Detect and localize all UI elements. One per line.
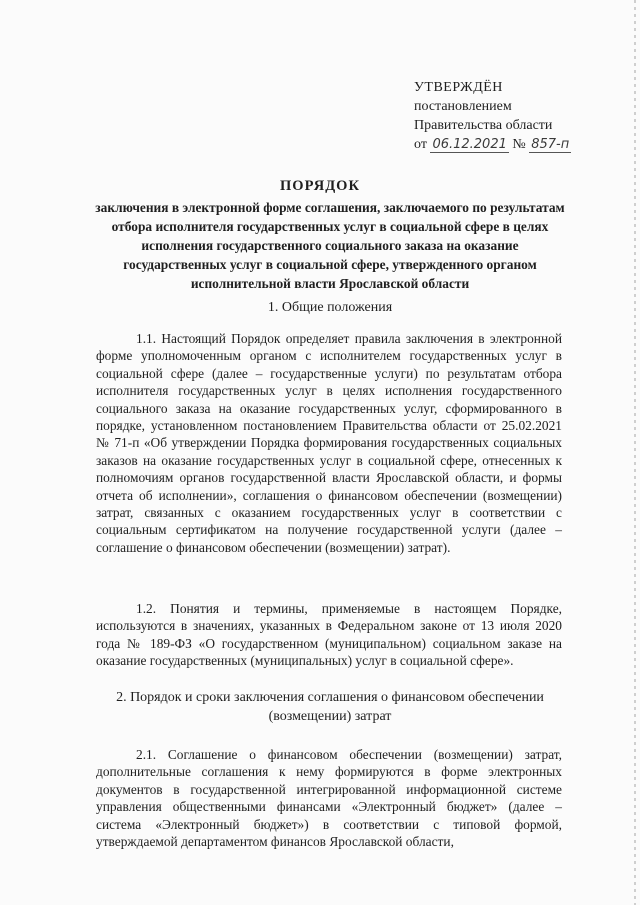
approval-number-handwritten: 857-п <box>531 137 570 152</box>
approval-line-1: постановлением <box>414 99 512 114</box>
paragraph-1-2: 1.2. Понятия и термины, применяемые в настоящем Порядке, используются в значениях, указанных в Федеральном законе от 13 июля 2020 года № 189-ФЗ «О государственном (муниципальном) социальном заказе на оказание государственных (муниципальных) услуг в социальной сфере». <box>96 601 562 669</box>
scan-edge-artifact <box>634 0 636 905</box>
approval-date-handwritten: 06.12.2021 <box>432 137 507 152</box>
section-2-heading: 2. Порядок и сроки заключения соглашения о финансовом обеспечении (возмещении) затрат <box>116 690 544 724</box>
paragraph-2-1: 2.1. Соглашение о финансовом обеспечении (возмещении) затрат, дополнительные соглашения к нему формируются в форме электронных документов в государственной интегрированной информационной системе управления общественными финансами «Электронный бюджет» (далее – система «Электронный бюджет») в соответствии с типовой формой, утверждаемой департаментом финансов Ярославской области, <box>96 747 562 850</box>
approval-date-prefix: от <box>414 137 427 152</box>
paragraph-1-1: 1.1. Настоящий Порядок определяет правила заключения в электронной форме уполномоченным органом с исполнителем государственных услуг в социальной сфере (далее – государственные услуги) по результатам отбора исполнителя государственных услуг в целях исполнения государственного социального заказа на оказание государственных услуг, сформированного в порядке, установленном постановлением Правительства области от 25.02.2021 № 71-п «Об утверждении Порядка формирования государственных социальных заказов на оказание государственных услуг в социальной сфере, отнесенных к полномочиям органов государственной власти Ярославской области, и формы отчета об исполнении», соглашения о финансовом обеспечении (возмещении) затрат, связанных с оказанием государственных услуг в соответствии с социальным сертификатом на получение государственной услуги (далее – соглашение о финансовом обеспечении (возмещении) затрат). <box>96 331 562 555</box>
document-title: ПОРЯДОК <box>280 178 360 194</box>
section-1-heading: 1. Общие положения <box>267 300 393 315</box>
document-subtitle: заключения в электронной форме соглашения, заключаемого по результатам отбора исполнителя государственных услуг в социальной сфере в целях исполнения государственного социального заказа на оказание государственных услуг в социальной сфере, утвержденного органом исполнительной власти Ярославской области <box>95 200 565 291</box>
approval-date-line <box>414 135 624 154</box>
approval-line-2: Правительства области <box>414 118 553 133</box>
approval-number-prefix: № <box>512 137 526 152</box>
approval-stamp-block <box>414 78 624 154</box>
approval-title: УТВЕРЖДЁН <box>414 80 503 95</box>
